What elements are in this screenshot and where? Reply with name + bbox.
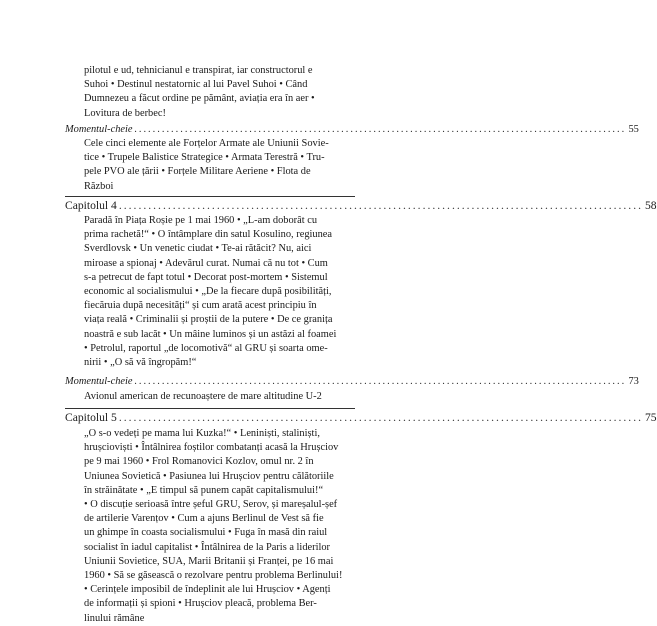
dot-leader: ........................................................................................................... [118,411,643,424]
dot-leader: ........................................................................................................... [118,199,643,212]
text-line: pe 9 mai 1960 • Frol Romanovici Kozlov, omul nr. 2 în [84,456,314,468]
text-line: Cele cinci elemente ale Forțelor Armate ale Uniunii Sovie- [84,138,329,149]
text-line: tice • Trupele Balistice Strategice • Armata Terestră • Tru- [84,152,325,164]
section-divider [65,408,355,409]
text-line: noastră e sub lacăt • Un mâine luminos și un astăzi al foamei [84,328,337,340]
text-line: „O s-o vedeți pe mama lui Kuzka!“ • Leniniști, staliniști, [84,428,320,439]
text-line: în străinătate • „E timpul să punem capăt capitalismului!“ [84,484,324,496]
page-number: 73 [628,376,639,387]
text-line: Avionul american de recunoaștere de mare altitudine U-2 [84,391,322,402]
entry-title: Momentul-cheie [65,376,133,387]
text-line: Suhoi • Destinul nestatornic al lui Pavel Suhoi • Când [84,79,308,91]
text-line: pilotul e ud, tehnicianul e transpirat, iar constructorul e [84,65,313,76]
text-line: 1960 • Să se găsească o rezolvare pentru problema Berlinului! [84,570,343,582]
text-line: economic al socialismului • „De la fiecare după posibilități, [84,286,332,298]
text-line: • O discuție serioasă între șeful GRU, Serov, și mareșalul-șef [84,499,338,511]
text-line: fiecăruia după necesități“ și cum arată acest principiu în [84,300,317,312]
text-line: Dumnezeu a făcut ordine pe pământ, aviația era în aer • [84,93,315,105]
entry-title: Capitolul 5 [65,411,117,424]
toc-entry-heading[interactable] [65,122,639,137]
text-line: prima rachetă!“ • O întâmplare din satul Kosulino, regiunea [84,229,333,241]
entry-description [84,427,355,626]
text-line: de artilerie Varențov • Cum a ajuns Berlinul de Vest să fie [84,513,324,525]
text-line: Uniunea Sovietică • Pasiunea lui Hrușciov pentru călătoriile [84,470,334,482]
text-line: Uniunii Sovietice, SUA, Marii Britanii și Franței, pe 16 mai [84,555,334,567]
text-line: de informații și spioni • Hrușciov pleacă, problema Ber- [84,598,317,610]
text-line: Lovitura de berbec! [84,107,166,119]
text-line: Sverdlovsk • Un venetic ciudat • Te-ai rătăcit? Nu, aici [84,243,312,255]
page-number: 55 [628,124,639,135]
dot-leader: ........................................................................................................... [134,376,627,387]
text-line: hrușcioviști • Întâlnirea foștilor combatanți acasă la Hrușciov [84,442,339,454]
text-line: viața reală • Criminalii și proștii de la putere • De ce granița [84,314,333,326]
text-line: Război [84,180,114,192]
text-line: linului rămâne [84,612,145,624]
entry-description [84,137,355,194]
page-number: 75 [645,411,657,424]
text-line: pele PVO ale țării • Forțele Militare Aeriene • Flota de [84,166,311,178]
entry-title: Momentul-cheie [65,124,133,135]
toc-entry-chapter-4[interactable] [65,198,657,213]
dot-leader: ........................................................................................................... [134,124,627,135]
toc-entry-chapter-5[interactable] [65,410,657,425]
toc-entry-heading[interactable] [65,374,639,389]
entry-title: Capitolul 4 [65,199,117,212]
text-line: miroase a spionaj • Adevărul curat. Numai că nu tot • Cum [84,257,328,269]
entry-description [84,390,355,404]
text-line: Paradă în Piața Roșie pe 1 mai 1960 • „L-am doborât cu [84,215,318,226]
text-line: socialist în iadul capitalist • Întâlnirea de la Paris a liderilor [84,541,331,553]
text-line: s-a petrecut de fapt totul • Decorat post-mortem • Sistemul [84,271,328,283]
text-line: • Cerințele imposibil de îndeplinit ale lui Hrușciov • Agenți [84,584,331,596]
text-line: nirii • „O să vă îngropăm!“ [84,357,197,369]
text-line: un ghimpe în coasta socialismului • Fuga în masă din raiul [84,527,328,539]
entry-description [84,214,355,370]
section-divider [65,196,355,197]
text-line: • Petrolul, raportul „de locomotivă“ al GRU și soarta ome- [84,342,328,354]
page-number: 58 [645,199,657,212]
previous-entry-continuation [84,64,355,121]
